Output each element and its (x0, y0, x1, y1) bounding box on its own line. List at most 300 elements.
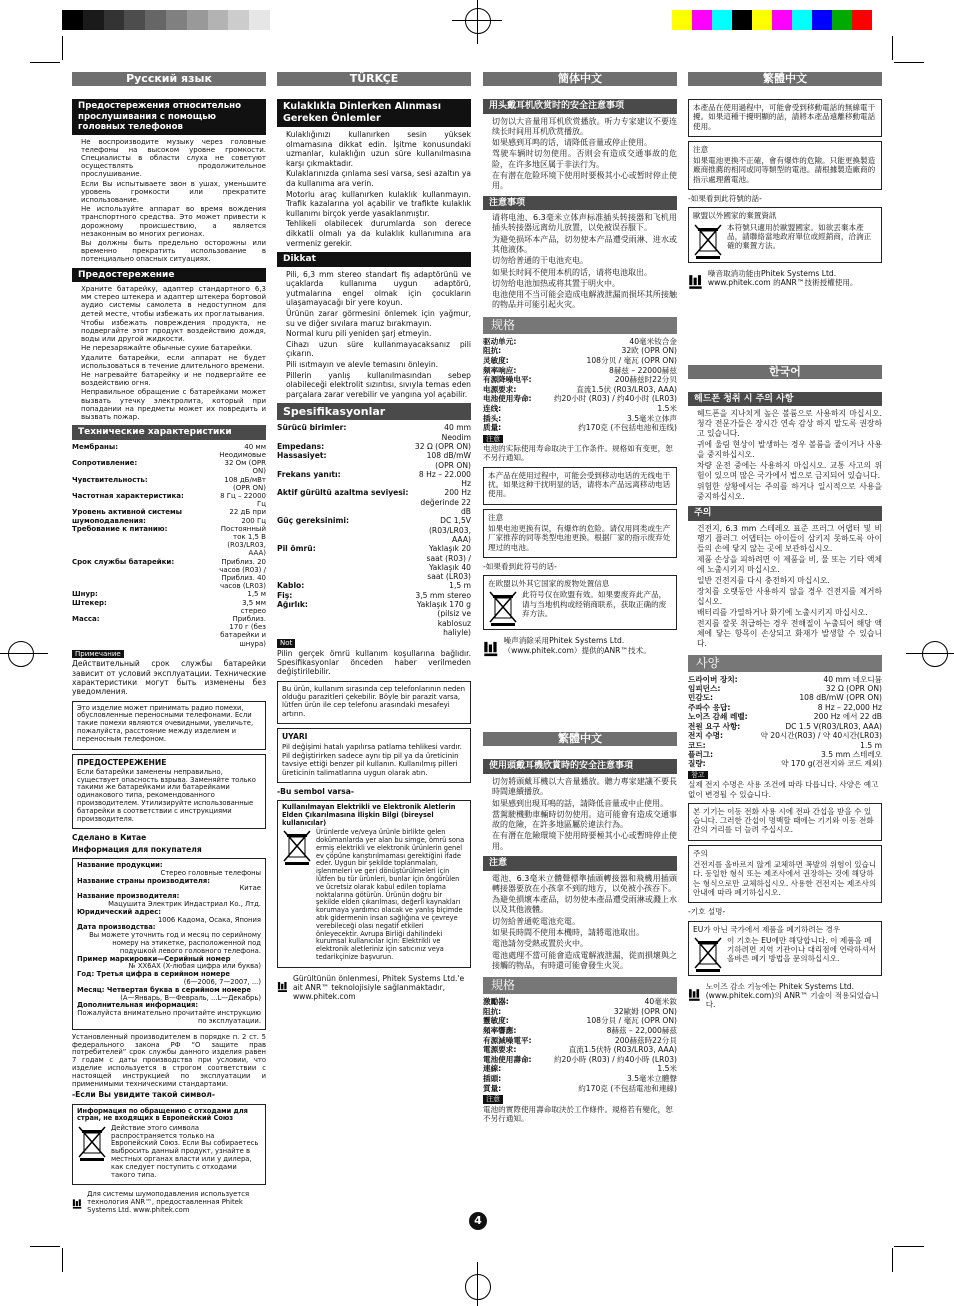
list-item: • Удалите батарейки, если аппарат не будет использоваться в течение длительного времени. (81, 354, 266, 370)
spec-value: Приблиз. 20 часов (R03) / Приблиз. 40 часов (LR03) (219, 557, 266, 591)
calibration-swatch (712, 10, 732, 30)
caution-list (483, 213, 677, 311)
spec-value: 40 mm 네오디뮴 (823, 674, 882, 684)
radio-interference-notice (277, 681, 471, 725)
note-text: 실제 전지 수명은 사용 조건에 따라 다릅니다. 사양은 예고 없이 변경될 수 있습니다. (688, 780, 879, 799)
weee-title: EU가 아닌 국가에서 제품을 폐기하려는 경우 (693, 924, 841, 934)
anr-logo-icon (72, 1191, 82, 1217)
spec-label: 전지 수명: (688, 731, 724, 741)
anr-credit (483, 636, 677, 662)
section-heading-specifications: 规格 (483, 317, 677, 334)
section-heading-specifications: 사양 (688, 655, 882, 672)
spec-label: Сопротивление: (72, 459, 138, 468)
list-item: • 헤드폰을 지나치게 높은 볼륨으로 사용하지 마십시오. 청각 전문가들은 장시간 연속 감상 하지 말도록 권장하고 있습니다. (697, 409, 882, 439)
weee-text: 이 기호는 EU에만 해당합니다. 이 제품을 폐기하려면 지역 기관이나 대리점에 연락하셔서 올바른 폐기 방법을 문의하십시오. (727, 935, 877, 964)
calibration-swatch (792, 10, 812, 30)
info-label: Дата производства: (77, 923, 156, 932)
battery-warning-box (72, 754, 266, 830)
calibration-swatch (852, 10, 872, 30)
section-heading-caution: 注意事项 (483, 196, 677, 211)
list-item: • 如果感到耳鸣的话，请降低音量或停止使用。 (492, 138, 677, 148)
weee-title: Информация по обращению с отходами для стран, не входящих в Европейский Союз (77, 1106, 248, 1123)
calibration-swatch (145, 10, 166, 30)
calibration-swatch (692, 10, 712, 30)
list-item: • Ürünün zarar görmesini önlemek için yağmur, su ve diğer sıvılara maruz bırakmayın. (286, 309, 471, 328)
weee-text: 此符号仅在欧盟有效。如果要废弃此产品，请与当地机构或经销商联系，获取正确的废弃方法。 (522, 590, 667, 619)
list-item: • 为避免损坏本产品，切勿使本产品遭受雨淋、进水或其他液体。 (492, 235, 677, 256)
spec-label: Чувствительность: (72, 475, 148, 484)
spec-label: 플러그: (688, 749, 714, 759)
specifications-table (483, 997, 677, 1093)
list-item: • Pillerin yanlış kullanılmasından sebep olabileceği elektrolit sızıntısı, sıvıyla temas eden parçalara zarar verebilir ve yangına yol açabilir. (286, 371, 471, 400)
spec-value: Yaklaşık 170 g (pilsiz ve kablosuz haliyle) (416, 599, 471, 637)
spec-value: 32 Ω (OPR ON) (825, 684, 882, 694)
calibration-swatch (62, 10, 83, 30)
spec-value: 8赫兹 – 22000赫兹 (609, 365, 677, 375)
info-label: Дополнительная информация: (77, 1001, 199, 1010)
note-text: 電池的實際使用壽命取決於工作條件。規格若有變化，恕不另行通知。 (483, 1104, 673, 1123)
weee-info-box (483, 575, 677, 630)
customer-info-title: Информация для покупателя (72, 844, 202, 854)
registration-line (477, 1262, 478, 1306)
list-item: • Вы должны быть предельно осторожны или временно прекратить использование в потенциально опасных ситуациях. (81, 239, 266, 264)
specifications-table (72, 443, 266, 648)
info-value: Мацушита Электрик Индастриал Ко., Лтд. (108, 900, 261, 908)
notice-text: 본 기기는 이동 전화 사용 시에 전파 간섭을 받을 수 있습니다. 그러한 간섭이 명백할 때에는 기기와 이동 전화간의 거리를 더 늘려 주십시오. (693, 806, 874, 835)
list-item: • 전지를 잘못 취급하는 경우 전해질이 누출되어 해당 액체에 닿는 항목이 손상되고 화재가 발생할 수 있습니다. (697, 619, 882, 649)
spec-label: 插頭: (483, 1073, 502, 1083)
crop-mark (30, 1246, 60, 1247)
spec-label: 임피던스: (688, 684, 721, 694)
warning-text: 如果電池更換不正確，會有爆炸的危險。只能更換製造廠商推薦的相同或同等類型的電池。請根據製造廠商的指示處理舊電池。 (693, 156, 876, 184)
anr-text: 噪音取消功能由Phitek Systems Ltd. www.phitek.com 的ANR™技術授權使用。 (707, 268, 858, 287)
calibration-swatch (166, 10, 187, 30)
info-value: Пожалуйста внимательно прочитайте инструкцию по эксплуатации. (77, 1009, 261, 1025)
list-item: • 如果感到出現耳鳴的話，請降低音量或中止使用。 (492, 799, 677, 809)
spec-label: 阻抗: (483, 346, 502, 356)
specifications-table (277, 423, 471, 637)
weee-text: Ürünlerde ve/veya ürünle birlikte gelen dokümanlarda yer alan bu simge, ömrü sona ermiş elektrikli ve elektronik ürünlerin genel ev çöpüne karıştırılmaması gerektiğini ifade eder. Uygun bir şekilde toplanmaları, işlenmeleri ve geri dönüştürülmeleri için lütfen bu tür ürünleri, bunlar için öngörülen ve ücretsiz olarak kabul edilen toplama noktalarına götürün. Ürünün doğru bir şekilde elden çıkarılması, değerli kaynakları korumaya yardımcı olacak ve yanlış biçimde atık gidermenin insan sağlığına ve çevreye verebileceği olası negatif etkileri önleyecektir. Avrupa Birliği dahilindeki kurumsal kullanıcılar için: Elektrikli ve elektronik aletleriniz için satıcınız veya tedarikçinize başvurun. (316, 828, 465, 961)
list-item: • 장치를 오랫동안 사용하지 않을 경우 건전지를 제거하십시오. (697, 587, 882, 607)
list-item: • 切勿给普通的干电池充电。 (492, 256, 677, 266)
spec-label: 질량: (688, 759, 706, 769)
spec-label: Штекер: (72, 598, 107, 607)
note-badge: 注意 (483, 1095, 503, 1104)
list-item: • Если Вы испытываете звон в ушах, уменьшите уровень громкости или прекратите использование. (81, 180, 266, 205)
spec-value: DC 1,5V (R03/LR03, AAA) (428, 516, 471, 544)
spec-label: 전원 요구 사항: (688, 721, 741, 731)
list-item: • 切勿以大音量用耳机欣赏播放。听力专家建议不要连续长时间用耳机欣赏播放。 (492, 117, 677, 138)
spec-label: 阻抗: (483, 1006, 502, 1016)
made-in: Сделано в Китае (72, 833, 147, 843)
spec-value: 3.5毫米立體聲 (626, 1073, 677, 1083)
calibration-swatch (672, 10, 692, 30)
calibration-swatch (732, 10, 752, 30)
list-item: • 请将电池、6.3毫米立体声标准插头转接器和飞机用插头转接器远离幼儿放置，以免被误吞服下。 (492, 213, 677, 234)
spec-label: Уровень активной системы шумоподавления: (72, 508, 183, 525)
list-item: • Normal kuru pili yeniden şarj etmeyin. (286, 329, 471, 339)
note-text: Действительный срок службы батарейки зависит от условий эксплуатации. Технические характеристики могут быть изменены без уведомления. (72, 659, 266, 697)
spec-label: 코드: (688, 740, 706, 750)
spec-label: 频率响应: (483, 365, 517, 375)
spec-value: 200赫茲時22分貝 (614, 1035, 677, 1045)
battery-warning-box (277, 728, 471, 783)
spec-label: 有源減噪電平: (483, 1035, 532, 1045)
chinese-column (483, 72, 677, 1242)
anr-logo-icon (688, 269, 703, 295)
caution-list (483, 874, 677, 972)
spec-value: 200赫兹时22分贝 (614, 375, 677, 385)
list-item: • 일반 건전지를 다시 충전하지 마십시오. (697, 576, 882, 586)
crop-mark (62, 36, 63, 60)
crossed-bin-icon (488, 590, 518, 626)
weee-info-box (688, 921, 882, 976)
spec-value: 1.5米 (657, 1064, 677, 1074)
spec-value: 約170克 (不包括電池和連線) (578, 1083, 677, 1093)
spec-label: 电源要求: (483, 384, 517, 394)
anr-credit (277, 974, 471, 1004)
warning-title: 注意 (693, 144, 709, 154)
anr-logo-icon (483, 636, 499, 662)
language-header-russian: Русский язык (72, 72, 266, 86)
spec-label: Aktif gürültü azaltma seviyesi: (277, 488, 409, 498)
crop-mark (892, 1248, 893, 1272)
language-header-korean: 한국어 (688, 365, 882, 379)
spec-label: Масса: (72, 615, 100, 624)
registration-line (0, 653, 48, 654)
list-item: • Kulaklığınızı kullanırken sesin yüksek olmamasına dikkat edin. İşitme konusundaki uzmanlar, kulaklığın uzun süre kullanılmasına karşı çıkmaktadır. (286, 130, 471, 168)
weee-text: Действие этого символа распространяется только на Европейский Союз. Если Вы собираетесь выбросить данный продукт, узнайте в местных органах власти или у дилера, как следует поступить с отходами такого типа. (111, 1123, 259, 1179)
battery-warning-box (483, 509, 677, 558)
list-item: • 切勿將頭戴耳機以大音量播放。聽力專家建議不要長時間連續播放。 (492, 777, 677, 798)
calibration-swatch (249, 10, 270, 30)
spec-label: Empedans: (277, 441, 325, 451)
list-item: • Kulaklarınızda çınlama sesi varsa, sesi azaltın ya da kullanıma ara verin. (286, 169, 471, 188)
info-label: Год: Третья цифра в серийном номере (77, 970, 231, 979)
spec-value: 1,5 m (449, 581, 471, 591)
warning-title: 注意 (488, 512, 504, 522)
spec-label: 드라이버 장치: (688, 674, 738, 684)
spec-label: Мембраны: (72, 442, 119, 451)
spec-value: 1.5 m (860, 740, 882, 750)
precautions-list (72, 138, 266, 264)
anr-logo-icon (688, 982, 701, 1008)
list-item: • 차량 운전 중에는 사용하지 마십시오. 교통 사고의 위험이 있으며 많은 국가에서 법으로 금지되어 있습니다. (697, 461, 882, 481)
list-item: • 在有潛在危險環境下使用時要極其小心或暫時停止使用。 (492, 831, 677, 852)
notice-text: 本产品在使用过程中，可能会受到移动电话的无线电干扰。如果这种干扰明显的话，请将本产品远离移动电话使用。 (488, 470, 671, 499)
spec-value: DC 1.5 V(R03/LR03, AAA) (785, 721, 882, 731)
crossed-bin-icon (693, 936, 723, 972)
spec-label: 有源降噪电平: (483, 375, 532, 385)
info-label: Пример маркировки—Серийный номер (77, 954, 231, 963)
weee-title: Kullanılmayan Elektrikli ve Elektronik Aletlerin Elden Çıkarılmasına İlişkin Bilgi (bireysel kullanıcılar) (282, 803, 456, 827)
info-value: Китае (239, 884, 261, 893)
registration-mark-top (465, 8, 491, 34)
calibration-swatch (832, 10, 852, 30)
spec-label: 質量: (483, 1083, 502, 1093)
list-item: • 電池處理不當可能會造成電解液泄漏，從而損壞與之接觸的物品，有時還可能會發生火災。 (492, 951, 677, 972)
calibration-swatch (872, 10, 892, 30)
section-heading-headphone-precautions: 使用頭戴耳機欣賞時的安全注意事項 (483, 759, 677, 774)
spec-value: 40毫米釹 (644, 997, 677, 1007)
list-item: • Не перезаряжайте обычные сухие батарейки. (81, 344, 266, 352)
list-item: • Pili, 6,3 mm stereo standart fiş adaptörünü ve uçaklarda kullanıma uygun adaptörü, yutmalarına engel olmak için çocukların ulaşamayacağı bir yere koyun. (286, 270, 471, 308)
spec-value: 40 мм Неодимовые (219, 442, 266, 459)
warning-title: ПРЕДОСТЕРЕЖЕНИЕ (77, 757, 167, 767)
list-item: • Cihazı uzun süre kullanmayacaksanız pili çıkarın. (286, 340, 471, 359)
section-heading-specifications: Spesifikasyonlar (277, 403, 471, 420)
spec-value: 108分贝 / 毫瓦 (OPR ON) (586, 355, 677, 365)
info-label: Юридический адрес: (77, 907, 161, 916)
spec-label: 激勵器: (483, 997, 509, 1007)
list-item: • Pili ısıtmayın ve alevle temasını önleyin. (286, 360, 471, 370)
language-header-turkish: TÜRKÇE (277, 72, 471, 86)
spec-value: 直流1.5伏特 (R03/LR03, AAA) (568, 1045, 677, 1055)
language-header-simplified-chinese: 簡体中文 (483, 72, 677, 86)
spec-value: Приблиз. 170 г (без батарейки и шнура) (220, 615, 266, 648)
page-number: 4 (469, 1212, 487, 1230)
list-item: • 電池請勿受熱或置於火中。 (492, 939, 677, 949)
spec-value: 40毫米钕合金 (629, 336, 677, 346)
symbol-caption: -如果看到此符号的话- (483, 561, 557, 571)
calibration-swatch (83, 10, 104, 30)
section-heading-caution: 주의 (688, 506, 882, 521)
radio-interference-notice (688, 803, 882, 841)
list-item: • 위험한 상황에서는 주의를 하거나 일시적으로 사용을 중지하십시오. (697, 482, 882, 502)
calibration-swatch (772, 10, 792, 30)
spec-label: Kablo: (277, 581, 305, 591)
registration-line (477, 0, 478, 44)
list-item: • Не воспроизводите музыку через головные телефоны на высоком уровне громкости. Специалисты в области слуха не советуют осуществлять продолжительное прослушивание. (81, 138, 266, 179)
spec-label: Sürücü birimler: (277, 423, 347, 433)
spec-value: 약 170 g(건전지와 코드 제외) (781, 759, 882, 769)
spec-value: 32 Ом (OPR ON) (224, 459, 266, 476)
anr-text: 噪声消除采用Phitek Systems Ltd.（www.phitek.com）提供的ANR™技术。 (503, 636, 651, 655)
crop-mark (894, 62, 924, 63)
note-text: 电池的实际使用寿命取决于工作条件。规格如有变更，恕不另行通知。 (483, 444, 673, 463)
section-heading-headphone-precautions: Kulaklıkla Dinlerken Alınması Gereken Önlemler (277, 99, 471, 127)
list-item: • 驾驶车辆时切勿使用。否则会有造成交通事故的危险，在许多地区属于非法行为。 (492, 149, 677, 170)
radio-interference-notice (688, 99, 882, 137)
list-item: • 如果长时间不使用本机的话，请将电池取出。 (492, 268, 677, 278)
spec-label: 插头: (483, 413, 502, 423)
info-value: № XX6AX (X-любая цифра или буква) (128, 962, 261, 971)
spec-value: 8 Hz – 22,000 Hz (817, 702, 882, 712)
registration-mark-left (8, 641, 34, 667)
list-item: • 電池、6.3毫米立體聲標準插頭轉接器和飛機用插頭轉接器要放在小孩拿不到的地方，以免被小孩吞下。 (492, 874, 677, 895)
note-badge: Примечание (72, 650, 124, 659)
spec-label: Pil ömrü: (277, 544, 316, 554)
list-item: • Неправильное обращение с батарейками может вызвать утечку электролита, который при попадании на предметы может их повредить и вызвать пожар. (81, 388, 266, 421)
crop-mark (62, 1248, 63, 1272)
spec-label: Fiş: (277, 590, 293, 600)
spec-label: 电池使用寿命: (483, 394, 532, 404)
precautions-list (277, 130, 471, 248)
spec-value: 1.5米 (657, 403, 677, 413)
spec-label: 质量: (483, 423, 502, 433)
warning-text: Pil değişimi hatalı yapılırsa patlama tehlikesi vardır. Pil değiştirirken sadece aynı tip pil ya da üreticinin tavsiye ettiği benzer pil kullanın. Kullanılmış pilleri üreticinin talimatlarına uygun olarak atın. (282, 743, 462, 777)
list-item: • 切勿給普通乾電池充電。 (492, 917, 677, 927)
symbol-caption: -Bu sembol varsa- (277, 787, 355, 797)
note-text: Pilin gerçek ömrü kullanım koşullarına bağlıdır. Spesifikasyonlar önceden haber verilmeden değiştirilebilir. (277, 648, 471, 677)
spec-value: 108 dB/mW (OPR ON) (799, 693, 882, 703)
info-label: Название страны производителя: (77, 876, 210, 885)
spec-value: 约170克 (不包括电池和连线) (578, 423, 677, 433)
notice-text: Bu ürün, kullanım sırasında cep telefonlarının neden olduğu parazitleri çekebilir. Böyle bir parazit varsa, lütfen ürün ile cep telefonu arasındaki mesafeyi artırın. (282, 684, 466, 718)
specifications-table (483, 337, 677, 433)
spec-label: Шнур: (72, 590, 98, 599)
spec-value: 直流1.5伏 (R03/LR03, AAA) (576, 384, 677, 394)
weee-info-box (277, 800, 471, 967)
weee-title: 在欧盟以外其它国家的废物处置信息 (488, 579, 610, 589)
spec-value: 约20小时 (R03) / 约40小时 (LR03) (553, 394, 677, 404)
spec-value: 200 Hz değerinde 22 dB (420, 488, 471, 517)
weee-text: 本符號只適用於歐盟國家。如欲丟棄本產品，請聯絡當地政府單位或經銷商，洽詢正確的棄置方法。 (727, 222, 872, 251)
list-item: • 电池使用不当可能会造成电解液泄漏而损坏其所接触的物品并可能引起火灾。 (492, 290, 677, 311)
spec-value: 8赫茲 – 22,000赫茲 (606, 1025, 677, 1035)
precautions-list (483, 777, 677, 852)
caution-list (277, 270, 471, 400)
spec-label: Güç gereksinimi: (277, 516, 349, 526)
anr-credit (72, 1191, 266, 1217)
symbol-caption: -如果看到此符號的話- (688, 194, 762, 204)
anr-logo-icon (277, 974, 288, 1000)
list-item: • 如果長時間不使用本機時，請將電池取出。 (492, 928, 677, 938)
list-item: • 當駕駛機動車輛時切勿使用。這可能會有造成交通事故的危險，在許多地區屬於違法行為。 (492, 810, 677, 831)
list-item: • Храните батарейку, адаптер стандартного 6,3 мм стерео штекера и адаптер штекера бортовой аудио системы самолета в недоступном для детей месте, чтобы избежать их проглатывания. (81, 285, 266, 318)
weee-info-box (688, 207, 882, 262)
list-item: • 在有潜在危险环境下使用时要极其小心或暂时停止使用。 (492, 171, 677, 192)
color-calibration-bar (672, 10, 892, 30)
section-heading-headphone-precautions: 用头戴耳机欣赏时的安全注意事项 (483, 99, 677, 114)
calibration-swatch (228, 10, 249, 30)
spec-value: 32欧 (OPR ON) (621, 346, 677, 356)
spec-label: 连线: (483, 403, 502, 413)
section-heading-headphone-precautions: Предостережения относительно прослушивания с помощью головных телефонов (72, 99, 266, 135)
info-label: Название производителя: (77, 892, 180, 901)
spec-value: 약 20시간(R03) / 약 40시간(LR03) (760, 731, 882, 741)
caution-list (72, 285, 266, 421)
calibration-swatch (752, 10, 772, 30)
anr-credit (688, 269, 882, 295)
spec-label: 驱动单元: (483, 336, 517, 346)
notice-text: Это изделие может принимать радио помехи, обусловленные переносными телефонами. Если такие помехи являются очевидными, увеличьте, пожалуйста, расстояние между изделием и переносным телефоном. (77, 703, 254, 743)
notice-text: 本產品在使用過程中，可能會受到移動電話的無線電干擾。如果這種干擾明顯的話，請將本產品遠離移動電話使用。 (693, 103, 876, 131)
list-item: • Чтобы избежать повреждения продукта, не подвергайте этот продукт воздействию дождя, воды или другой жидкости. (81, 319, 266, 344)
warning-text: 如果电池更换有误，有爆炸的危险。请仅用同类或生产厂家推荐的同等类型电池更换。根据厂家的指示废弃处理过的电池。 (488, 523, 671, 552)
calibration-swatch (812, 10, 832, 30)
language-header-traditional-chinese: 繁體中文 (688, 72, 882, 86)
spec-value: Yaklaşık 20 saat (R03) / Yaklaşık 40 saat (LR03) (426, 544, 471, 582)
anr-text: Gürültünün önlenmesi, Phitek Systems Ltd.'e ait ANR™ teknolojisiyle sağlanmaktadır, www.phitek.com (292, 973, 465, 1002)
spec-value: 3,5 mm stereo (415, 590, 471, 600)
list-item: • 為避免損壞本產品，切勿使本產品遭受雨淋或濺上水以及其他液體。 (492, 895, 677, 916)
language-header-traditional-chinese: 繁體中文 (483, 732, 677, 746)
list-item: • Не используйте аппарат во время вождения транспортного средства. Это может привести к дорожному происшествию, а является незаконным во многих регионах. (81, 205, 266, 238)
info-value: Вы можете уточнить год и месяц по серийному номеру на этикетке, расположенной под подушкой левого головного телефона. (89, 931, 261, 955)
spec-label: 灵敏度: (483, 355, 509, 365)
spec-label: Требование к питанию: (72, 524, 168, 533)
registration-line (906, 653, 954, 654)
warning-text: 건전지를 올바르지 않게 교체하면 폭발의 위험이 있습니다. 동일한 형식 또는 제조사에서 권장하는 것에 해당하는 형식으로만 교체하십시오. 사용한 건전지는 제조사의 안내에 따라 폐기하십시오. (693, 860, 877, 897)
battery-warning-box (688, 141, 882, 190)
radio-interference-notice (72, 701, 266, 750)
registration-mark-right (922, 641, 948, 667)
info-value: Стерео головные телефоны (160, 868, 261, 877)
info-value: 1006 Кадома, Осака, Япония (157, 915, 261, 924)
crossed-bin-icon (693, 223, 723, 259)
spec-value: 22 дБ при 200 Гц (229, 508, 266, 525)
spec-value: 3,5 мм стерео (240, 598, 266, 615)
info-label: Название продукции: (77, 861, 163, 870)
grayscale-calibration-bar (62, 10, 270, 30)
section-heading-caution: Dikkat (277, 252, 471, 267)
precautions-list (483, 117, 677, 192)
spec-value: 200 Hz 에서 22 dB (813, 712, 882, 722)
list-item: • 切勿给电池加热或将其置于明火中。 (492, 279, 677, 289)
symbol-caption: -Если Вы увидите такой символ- (72, 1090, 216, 1100)
battery-warning-box (688, 845, 882, 903)
customer-info-box (72, 858, 266, 1030)
spec-label: Frekans yanıtı: (277, 469, 341, 479)
spec-value: 32 Ω (OPR ON) (414, 441, 471, 451)
spec-value: 108 dB/mW (OPR ON) (426, 451, 471, 470)
caution-list (688, 524, 882, 649)
spec-value: 8 Hz – 22.000 Hz (418, 469, 471, 489)
crop-mark (892, 36, 893, 60)
list-item: • Tehlikeli olabilecek durumlarda son derece dikkatli olmalı ya da kulaklık kullanımına ara vermeniz gerekir. (286, 219, 471, 248)
spec-value: 3.5毫米立体声 (626, 413, 677, 423)
radio-interference-notice (483, 467, 677, 505)
anr-credit (688, 982, 882, 1012)
spec-label: Ağırlık: (277, 599, 308, 609)
crop-mark (894, 1246, 924, 1247)
calibration-swatch (187, 10, 208, 30)
spec-label: 頻率響應: (483, 1025, 517, 1035)
section-heading-caution: 注意 (483, 856, 677, 871)
spec-label: 주파수 응답: (688, 702, 731, 712)
service-life-text: Установленный производителем в порядке п. 2 ст. 5 федерального закона РФ “О защите прав потребителей” срок службы данного изделия равен 7 годам с даты производства при условии, что изделие используется в строгом соответствии с настоящей инструкцией по эксплуатации и применимыми техническими стандартами. (72, 1032, 266, 1088)
crop-mark (30, 62, 60, 63)
section-heading-headphone-precautions: 헤드폰 청취 시 주의 사항 (688, 392, 882, 407)
russian-column (72, 72, 266, 1242)
crossed-bin-icon (77, 1125, 107, 1161)
anr-text: 노이즈 감소 기능에는 Phitek Systems Ltd. (www.phitek.com)의 ANR™ 기술이 적용되었습니다. (705, 981, 879, 1010)
info-label: Месяц: Четвертая буква в серийном номере (77, 985, 251, 994)
list-item: • 제품 손상을 피하려면 이 제품을 비, 물 또는 기타 액체에 노출시키지 마십시오. (697, 555, 882, 575)
spec-value: 1,5 м (247, 590, 266, 599)
spec-value: 40 mm Neodim (441, 423, 471, 442)
spec-value: 約20小時 (R03) / 約40小時 (LR03) (553, 1054, 677, 1064)
info-value: (А—Январь, В—Февраль, ...L—Декабрь) (120, 993, 261, 1002)
spec-label: 電池使用壽命: (483, 1054, 532, 1064)
list-item: • Не нагревайте батарейку и не подвергайте ее воздействию огня. (81, 371, 266, 387)
spec-value: 108 дБ/мВт (OPR ON) (224, 475, 266, 492)
spec-label: 連線: (483, 1064, 502, 1074)
list-item: • 귀에 울림 현상이 발생하는 경우 볼륨을 줄이거나 사용을 중지하십시오. (697, 440, 882, 460)
calibration-swatch (208, 10, 229, 30)
section-heading-specifications: Технические характеристики (72, 425, 266, 440)
info-value: (6—2006, 7—2007, ...) (183, 977, 261, 986)
spec-label: 민감도: (688, 693, 714, 703)
anr-text: Для системы шумоподавления используется технология ANR™, предоставленная Phitek Systems Ltd. www.phitek.com (87, 1190, 250, 1214)
spec-label: 노이즈 감쇄 레벨: (688, 712, 748, 722)
list-item: • 배터리를 가열하거나 화기에 노출시키지 마십시오. (697, 608, 882, 618)
spec-value: Постоянный ток 1,5 В (R03/LR03, AAA) (220, 524, 266, 558)
spec-label: Частотная характеристика: (72, 492, 184, 501)
registration-mark-bottom (465, 1274, 491, 1300)
warning-title: 주의 (693, 848, 708, 858)
